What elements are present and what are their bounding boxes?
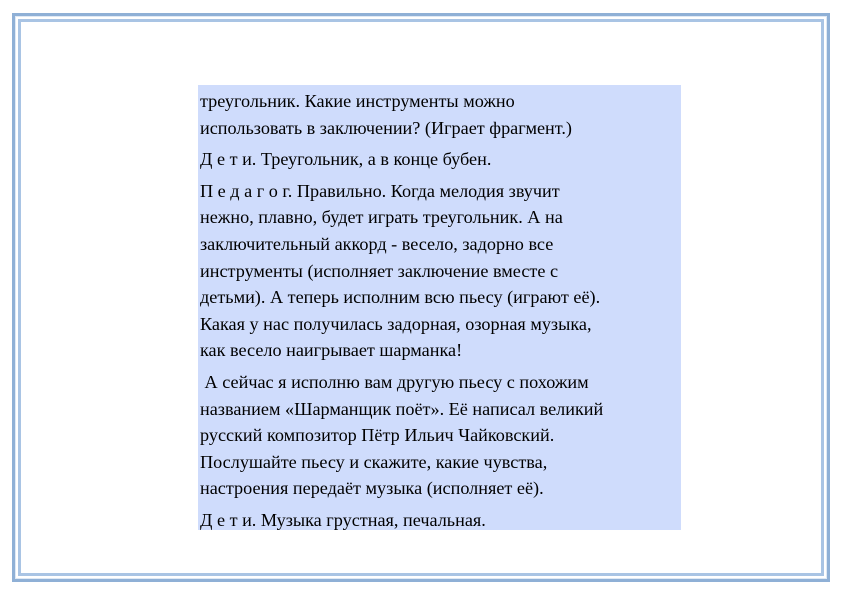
paragraph-children-answer-sad: Д е т и. Музыка грустная, печальная.	[200, 509, 486, 530]
paragraph-instruments-question: треугольник. Какие инструменты можно использовать в заключении? (Играет фрагмент.)	[200, 91, 572, 138]
paragraph-tchaikovsky-piece: А сейчас я исполню вам другую пьесу с похожим названием «Шарманщик поёт». Её написал великий русский композитор Пётр Ильич Чайковский. Послушайте пьесу и скажите, какие чувства, настроения передаёт музыка (исполняет её).	[200, 371, 604, 499]
paragraph-teacher-explanation: П е д а г о г. Правильно. Когда мелодия звучит нежно, плавно, будет играть треугольник. А на заключительный аккорд - весело, задорно все инструменты (исполняет заключение вместе с детьми). А теперь исполним всю пьесу (играют её). Какая у нас получилась задорная, озорная музыка, как весело наигрывает шарманка!	[200, 180, 601, 361]
text-box	[198, 85, 681, 530]
paragraph-children-answer-triangle: Д е т и. Треугольник, а в конце бубен.	[200, 149, 492, 170]
